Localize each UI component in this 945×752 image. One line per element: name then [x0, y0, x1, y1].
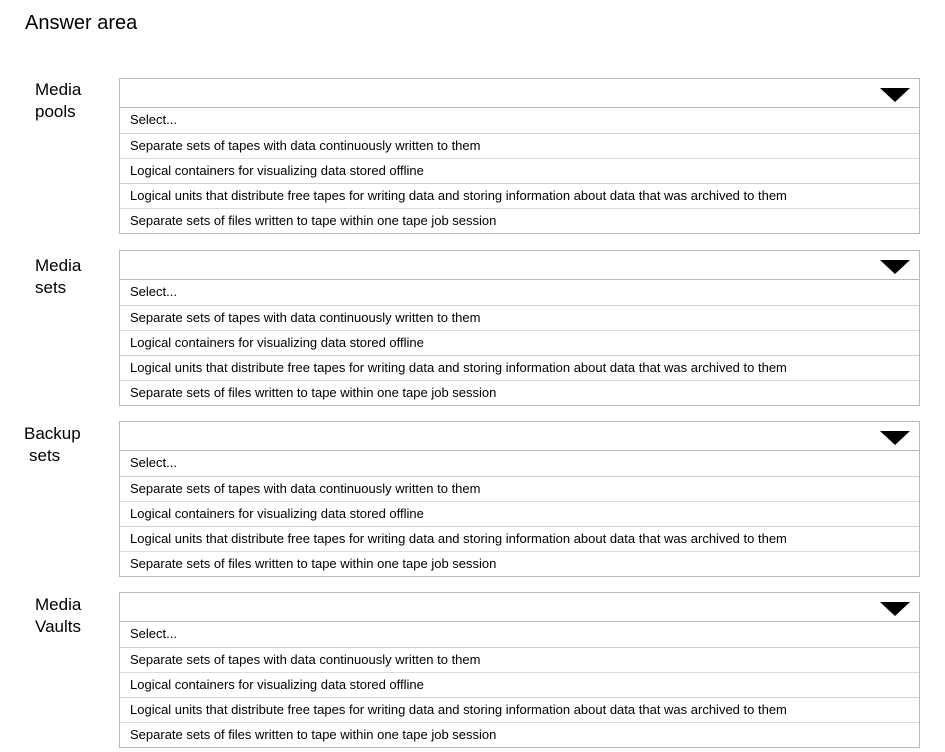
dropdown-option[interactable]: Select... [130, 112, 177, 127]
question-label [35, 255, 119, 299]
dropdown-option[interactable]: Separate sets of tapes with data continuously written to them [120, 647, 919, 672]
answer-dropdown [119, 421, 920, 577]
answer-dropdown [119, 78, 920, 234]
dropdown-option[interactable]: Separate sets of files written to tape within one tape job session [120, 722, 919, 747]
dropdown-option[interactable]: Logical units that distribute free tapes for writing data and storing information about data that was archived to them [120, 355, 919, 380]
dropdown-option[interactable]: Logical units that distribute free tapes for writing data and storing information about data that was archived to them [120, 526, 919, 551]
dropdown-selected-value[interactable] [120, 593, 919, 622]
dropdown-option[interactable]: Select... [130, 455, 177, 470]
question-label-line2: sets [29, 446, 61, 465]
answer-dropdown [119, 592, 920, 748]
question-label [35, 594, 119, 638]
dropdown-selected-value[interactable] [120, 79, 919, 108]
question-label-line1: Media [35, 595, 82, 614]
dropdown-option[interactable]: Separate sets of tapes with data continuously written to them [120, 305, 919, 330]
dropdown-option[interactable]: Logical units that distribute free tapes for writing data and storing information about data that was archived to them [120, 697, 919, 722]
chevron-down-icon[interactable] [880, 260, 910, 274]
dropdown-options-list [120, 451, 919, 576]
answer-dropdown [119, 250, 920, 406]
question-media-pools [0, 78, 945, 238]
question-label-line2: sets [35, 278, 67, 297]
dropdown-option[interactable]: Separate sets of files written to tape within one tape job session [120, 208, 919, 233]
chevron-down-icon[interactable] [880, 88, 910, 102]
dropdown-options-list [120, 622, 919, 747]
question-media-sets [0, 250, 945, 410]
dropdown-option[interactable]: Separate sets of tapes with data continuously written to them [120, 476, 919, 501]
dropdown-option[interactable]: Separate sets of files written to tape within one tape job session [120, 551, 919, 576]
answer-area-heading: Answer area [25, 12, 138, 34]
dropdown-selected-value[interactable] [120, 422, 919, 451]
dropdown-selected-value[interactable] [120, 251, 919, 280]
question-label [24, 423, 108, 467]
dropdown-option[interactable]: Separate sets of tapes with data continuously written to them [120, 133, 919, 158]
question-label-line2: pools [35, 102, 76, 121]
dropdown-options-list [120, 108, 919, 233]
dropdown-option[interactable]: Logical containers for visualizing data stored offline [120, 672, 919, 697]
dropdown-option[interactable]: Logical containers for visualizing data stored offline [120, 330, 919, 355]
chevron-down-icon[interactable] [880, 602, 910, 616]
dropdown-option[interactable]: Logical containers for visualizing data stored offline [120, 501, 919, 526]
question-label-line1: Backup [24, 424, 81, 443]
question-label-line2: Vaults [35, 617, 81, 636]
question-media-vaults [0, 592, 945, 752]
dropdown-option[interactable]: Select... [130, 626, 177, 641]
dropdown-option[interactable]: Logical containers for visualizing data stored offline [120, 158, 919, 183]
question-label-line1: Media [35, 80, 82, 99]
question-label-line1: Media [35, 256, 82, 275]
dropdown-options-list [120, 280, 919, 405]
dropdown-option[interactable]: Separate sets of files written to tape within one tape job session [120, 380, 919, 405]
question-label [35, 79, 119, 123]
dropdown-option[interactable]: Logical units that distribute free tapes for writing data and storing information about data that was archived to them [120, 183, 919, 208]
chevron-down-icon[interactable] [880, 431, 910, 445]
question-backup-sets [0, 421, 945, 581]
dropdown-option[interactable]: Select... [130, 284, 177, 299]
